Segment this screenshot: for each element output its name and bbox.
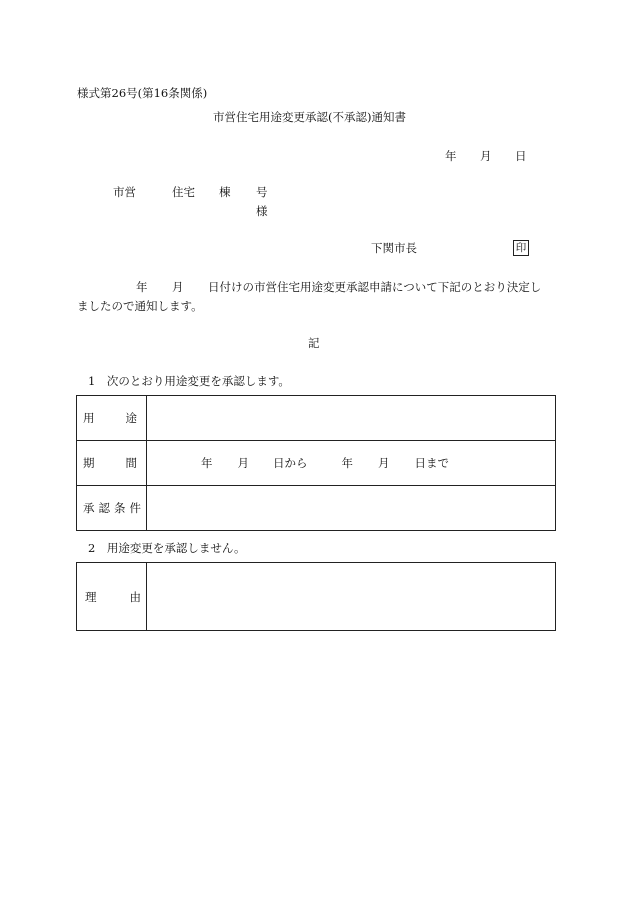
issuer-name: 下関市長 (371, 241, 417, 255)
conditions-value[interactable] (147, 486, 556, 531)
period-value[interactable] (147, 441, 556, 486)
usage-label-a: 用 (83, 411, 95, 425)
period-month-to: 月 (378, 456, 390, 470)
reason-label-a: 理 (85, 589, 97, 604)
reason-label-b: 由 (129, 589, 141, 604)
period-day-from: 日から (273, 456, 308, 470)
period-label-a: 期 (83, 456, 95, 470)
conditions-row (77, 486, 556, 531)
period-label (77, 441, 147, 486)
date-year: 年 (445, 149, 457, 163)
period-label-b: 間 (125, 456, 137, 470)
period-day-to: 日まで (414, 456, 449, 470)
approval-table (76, 395, 556, 531)
section1-heading: 1 次のとおり用途変更を承認します。 (88, 374, 290, 388)
body-month: 月 (172, 280, 184, 294)
usage-label (77, 396, 147, 441)
addressee-jutaku: 住宅 (172, 185, 195, 199)
usage-value[interactable] (147, 396, 556, 441)
cond-char-4: 件 (129, 501, 141, 515)
date-month: 月 (480, 149, 492, 163)
period-month-from: 月 (237, 456, 249, 470)
period-year-from: 年 (201, 456, 213, 470)
addressee-go: 号 (256, 185, 268, 199)
date-day: 日 (515, 149, 527, 163)
document-title: 市営住宅用途変更承認(不承認)通知書 (213, 110, 406, 124)
addressee-sama: 様 (256, 204, 268, 218)
cond-char-2: 認 (98, 501, 110, 515)
reason-label (77, 563, 147, 631)
reason-value[interactable] (147, 563, 556, 631)
form-number: 様式第26号(第16条関係) (77, 86, 208, 100)
addressee-shiei: 市営 (113, 185, 136, 199)
body-line1: 日付けの市営住宅用途変更承認申請について下記のとおり決定し (208, 280, 542, 294)
section2-heading: 2 用途変更を承認しません。 (88, 541, 246, 555)
period-year-to: 年 (341, 456, 353, 470)
seal-stamp: 印 (513, 240, 529, 256)
conditions-label (77, 486, 147, 531)
body-line2: ましたので通知します。 (77, 299, 203, 313)
rejection-table (76, 562, 556, 631)
period-row (77, 441, 556, 486)
usage-label-b: 途 (125, 411, 137, 425)
cond-char-1: 承 (83, 501, 95, 515)
ki-heading: 記 (308, 336, 320, 350)
cond-char-3: 条 (114, 501, 126, 515)
addressee-to: 棟 (219, 185, 231, 199)
usage-row (77, 396, 556, 441)
reason-row (77, 563, 556, 631)
body-year: 年 (136, 280, 148, 294)
